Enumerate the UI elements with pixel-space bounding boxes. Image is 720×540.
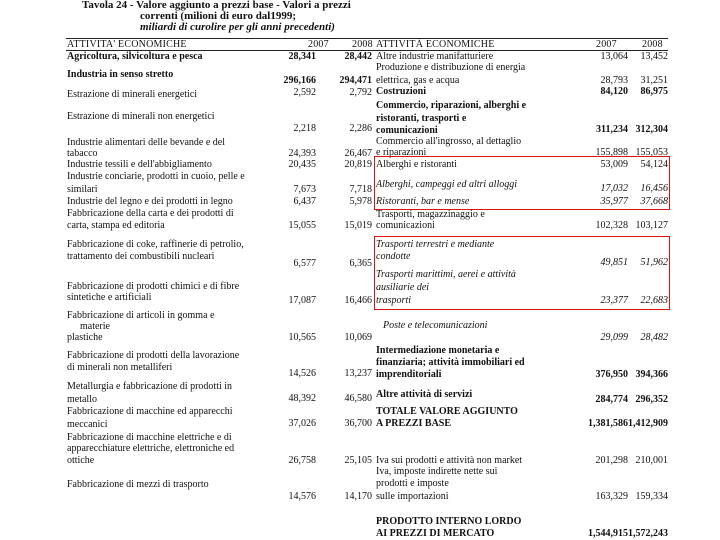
- right-row-2008: 159,334: [635, 491, 668, 502]
- left-row-label-cont: materie: [80, 321, 110, 332]
- left-row-label: Industrie tessili e dell'abbigliamento: [67, 159, 212, 170]
- highlight-box-hotels: [374, 156, 670, 210]
- right-row-label-cont: trasporti: [376, 295, 412, 306]
- left-row-2007: 2,218: [293, 123, 316, 134]
- right-row-2008: 1,412,909: [628, 418, 668, 429]
- right-row-label: Commercio all'ingrosso, al dettaglio: [376, 136, 522, 147]
- right-row-2007: 28,793: [600, 75, 628, 86]
- left-row-label-cont: ottiche: [67, 455, 95, 466]
- left-row-label: Fabbricazione di articoli in gomma e: [67, 310, 215, 321]
- right-row-label: Costruzioni: [376, 86, 426, 97]
- right-row-label: Ristoranti, bar e mense: [376, 196, 470, 207]
- left-row-label: Agricoltura, silvicoltura e pesca: [67, 51, 203, 62]
- left-row-2008: 16,466: [344, 295, 372, 306]
- left-row-2007: 26,758: [288, 455, 316, 466]
- right-row-label: Trasporti, magazzinaggio e: [376, 209, 485, 220]
- right-row-label-cont: ristoranti, trasporti e: [376, 113, 467, 124]
- left-row-2007: 28,341: [288, 51, 316, 62]
- right-row-2007: 155,898: [595, 147, 628, 158]
- right-row-2007: 1,544,915: [588, 528, 628, 539]
- left-row-label: Estrazione di minerali energetici: [67, 89, 198, 100]
- left-row-2007: 10,565: [288, 332, 316, 343]
- right-row-2007: 201,298: [595, 455, 628, 466]
- right-row-label-cont: AI PREZZI DI MERCATO: [376, 528, 495, 539]
- left-row-2008: 5,978: [349, 196, 372, 207]
- left-row-2007: 17,087: [288, 295, 316, 306]
- left-row-label: Fabbricazione di macchine ed apparecchi: [67, 406, 233, 417]
- left-row-2007: 24,393: [288, 148, 316, 159]
- right-row-label: Iva, imposte indirette nette sui: [376, 466, 498, 477]
- header-2008-left: 2008: [352, 39, 373, 50]
- right-row-2007: 53,009: [600, 159, 628, 170]
- left-row-2007: 6,577: [293, 258, 316, 269]
- left-row-label: Industrie conciarie, prodotti in cuoio, pelle e: [67, 171, 245, 182]
- left-row-label: Industria in senso stretto: [67, 69, 174, 80]
- highlight-box-transport: [374, 236, 670, 310]
- left-row-label-cont: metallo: [67, 394, 97, 405]
- left-row-2008: 25,105: [344, 455, 372, 466]
- right-row-2008: 31,251: [640, 75, 668, 86]
- right-row-label: Poste e telecomunicazioni: [383, 320, 488, 331]
- right-row-label-cont: comunicazioni: [376, 220, 435, 231]
- left-row-label: Metallurgia e fabbricazione di prodotti in: [67, 381, 233, 392]
- left-row-label-cont: similari: [67, 184, 98, 195]
- right-row-2008: 13,452: [640, 51, 668, 62]
- right-row-label-cont: condotte: [376, 251, 411, 262]
- right-row-2007: 29,099: [600, 332, 628, 343]
- left-row-2007: 14,576: [288, 491, 316, 502]
- right-row-2008: 86,975: [640, 86, 668, 97]
- right-row-label: PRODOTTO INTERNO LORDO: [376, 516, 522, 527]
- left-row-2007: 20,435: [288, 159, 316, 170]
- table-title: Tavola 24 - Valore aggiunto a prezzi base - Valori a prezzi: [82, 0, 351, 11]
- right-row-label-cont: sulle importazioni: [376, 491, 449, 502]
- right-row-label: TOTALE VALORE AGGIUNTO: [376, 406, 518, 417]
- left-row-2008: 20,819: [344, 159, 372, 170]
- right-row-label: Altre attività di servizi: [376, 389, 473, 400]
- right-row-2007: 102,328: [595, 220, 628, 231]
- right-row-2007: 49,851: [600, 257, 628, 268]
- right-row-label: Alberghi e ristoranti: [376, 159, 457, 170]
- left-row-2007: 48,392: [288, 393, 316, 404]
- header-2007-left: 2007: [308, 39, 329, 50]
- table-subtitle-note: miliardi di curolire per gli anni precedenti): [140, 21, 335, 33]
- right-row-label-cont: comunicazioni: [376, 125, 438, 136]
- left-row-label-cont: di minerali non metalliferi: [67, 362, 173, 373]
- right-row-label: Trasporti terrestri e mediante: [376, 239, 495, 250]
- left-row-label: Fabbricazione della carta e dei prodotti di: [67, 208, 234, 219]
- left-row-2007: 14,526: [288, 368, 316, 379]
- left-row-2007: 7,673: [293, 184, 316, 195]
- left-row-label: Estrazione di minerali non energetici: [67, 111, 215, 122]
- right-row-2007: 284,774: [595, 394, 628, 405]
- right-row-label: Alberghi, campeggi ed altri alloggi: [376, 179, 518, 190]
- right-row-label: Iva sui prodotti e attività non market: [376, 455, 523, 466]
- left-row-label-cont: trattamento dei combustibili nucleari: [67, 251, 215, 262]
- left-row-2008: 46,580: [344, 393, 372, 404]
- left-row-label-cont: carta, stampa ed editoria: [67, 220, 165, 231]
- left-row-label-cont: tabacco: [67, 148, 98, 159]
- right-row-2007: 1,381,586: [588, 418, 628, 429]
- left-row-2008: 10,069: [344, 332, 372, 343]
- left-row-label: Industrie del legno e dei prodotti in legno: [67, 196, 233, 207]
- right-row-2008: 51,962: [640, 257, 668, 268]
- left-row-2007: 37,026: [288, 418, 316, 429]
- header-activity-left: ATTIVITA' ECONOMICHE: [67, 39, 187, 50]
- left-row-2008: 7,718: [349, 184, 372, 195]
- right-row-2008: 1,572,243: [628, 528, 668, 539]
- right-row-2007: 17,032: [600, 183, 628, 194]
- right-row-2008: 155,053: [635, 147, 668, 158]
- left-row-2008: 13,237: [344, 368, 372, 379]
- left-row-label-cont: plastiche: [67, 332, 103, 343]
- right-row-label: Commercio, riparazioni, alberghi e: [376, 100, 527, 111]
- right-row-label: Trasporti marittimi, aerei e attività: [376, 269, 516, 280]
- left-row-label-cont: meccanici: [67, 419, 108, 430]
- left-row-2008: 6,365: [349, 258, 372, 269]
- right-row-2007: 311,234: [596, 124, 628, 135]
- left-row-2008: 26,467: [344, 148, 372, 159]
- right-row-2007: 376,950: [595, 369, 628, 380]
- left-row-2007: 6,437: [293, 196, 316, 207]
- left-row-2008: 2,286: [349, 123, 372, 134]
- right-row-2007: 163,329: [595, 491, 628, 502]
- right-row-2008: 22,683: [640, 295, 668, 306]
- left-row-label-cont: apparecchiature elettriche, elettroniche ed: [67, 443, 235, 454]
- right-row-2007: 23,377: [600, 295, 628, 306]
- right-row-label: Altre industrie manifatturiere: [376, 51, 494, 62]
- header-activity-right: ATTIVITÀ ECONOMICHE: [376, 39, 495, 50]
- right-row-label-cont: prodotti e imposte: [376, 478, 449, 489]
- left-row-label: Fabbricazione di coke, raffinerie di petrolio,: [67, 239, 244, 250]
- right-row-2008: 16,456: [640, 183, 668, 194]
- right-row-2008: 28,482: [640, 332, 668, 343]
- right-row-2008: 103,127: [635, 220, 668, 231]
- right-row-label-cont: e riparazioni: [376, 147, 427, 158]
- left-row-label: Industrie alimentari delle bevande e del: [67, 137, 225, 148]
- right-row-label: Produzione e distribuzione di energia: [376, 62, 526, 73]
- right-row-label-cont: elettrica, gas e acqua: [376, 75, 460, 86]
- header-2007-right: 2007: [596, 39, 617, 50]
- left-row-2008: 28,442: [344, 51, 372, 62]
- right-row-label-cont: finanziaria; attività immobiliari ed: [376, 357, 525, 368]
- left-row-2008: 14,170: [344, 491, 372, 502]
- right-row-label-cont: imprenditoriali: [376, 369, 442, 380]
- left-row-2008: 15,019: [344, 220, 372, 231]
- right-row-2008: 37,668: [640, 196, 668, 207]
- left-row-label: Fabbricazione di prodotti chimici e di fibre: [67, 281, 240, 292]
- right-row-label: Intermediazione monetaria e: [376, 345, 500, 356]
- right-row-2008: 54,124: [640, 159, 668, 170]
- right-row-label-cont: ausiliarie dei: [376, 282, 430, 293]
- right-row-2008: 394,366: [635, 369, 668, 380]
- left-row-label: Fabbricazione di prodotti della lavorazione: [67, 350, 240, 361]
- left-row-2008: 294,471: [339, 75, 372, 86]
- left-row-2008: 36,700: [344, 418, 372, 429]
- right-row-2008: 210,001: [635, 455, 668, 466]
- right-row-2008: 312,304: [635, 124, 668, 135]
- right-row-2008: 296,352: [635, 394, 668, 405]
- header-2008-right: 2008: [642, 39, 663, 50]
- table-subtitle: correnti (milioni di euro dal1999;: [140, 10, 297, 22]
- left-row-2007: 296,166: [283, 75, 316, 86]
- right-row-2007: 35,977: [600, 196, 628, 207]
- right-row-label-cont: A PREZZI BASE: [376, 418, 452, 429]
- right-row-2007: 13,064: [600, 51, 628, 62]
- left-row-label: Fabbricazione di macchine elettriche e di: [67, 432, 232, 443]
- left-row-label-cont: sintetiche e artificiali: [67, 292, 152, 303]
- left-row-2007: 2,592: [293, 87, 316, 98]
- right-row-2007: 84,120: [600, 86, 628, 97]
- left-row-label: Fabbricazione di mezzi di trasporto: [67, 479, 209, 490]
- left-row-2008: 2,792: [349, 87, 372, 98]
- left-row-2007: 15,055: [288, 220, 316, 231]
